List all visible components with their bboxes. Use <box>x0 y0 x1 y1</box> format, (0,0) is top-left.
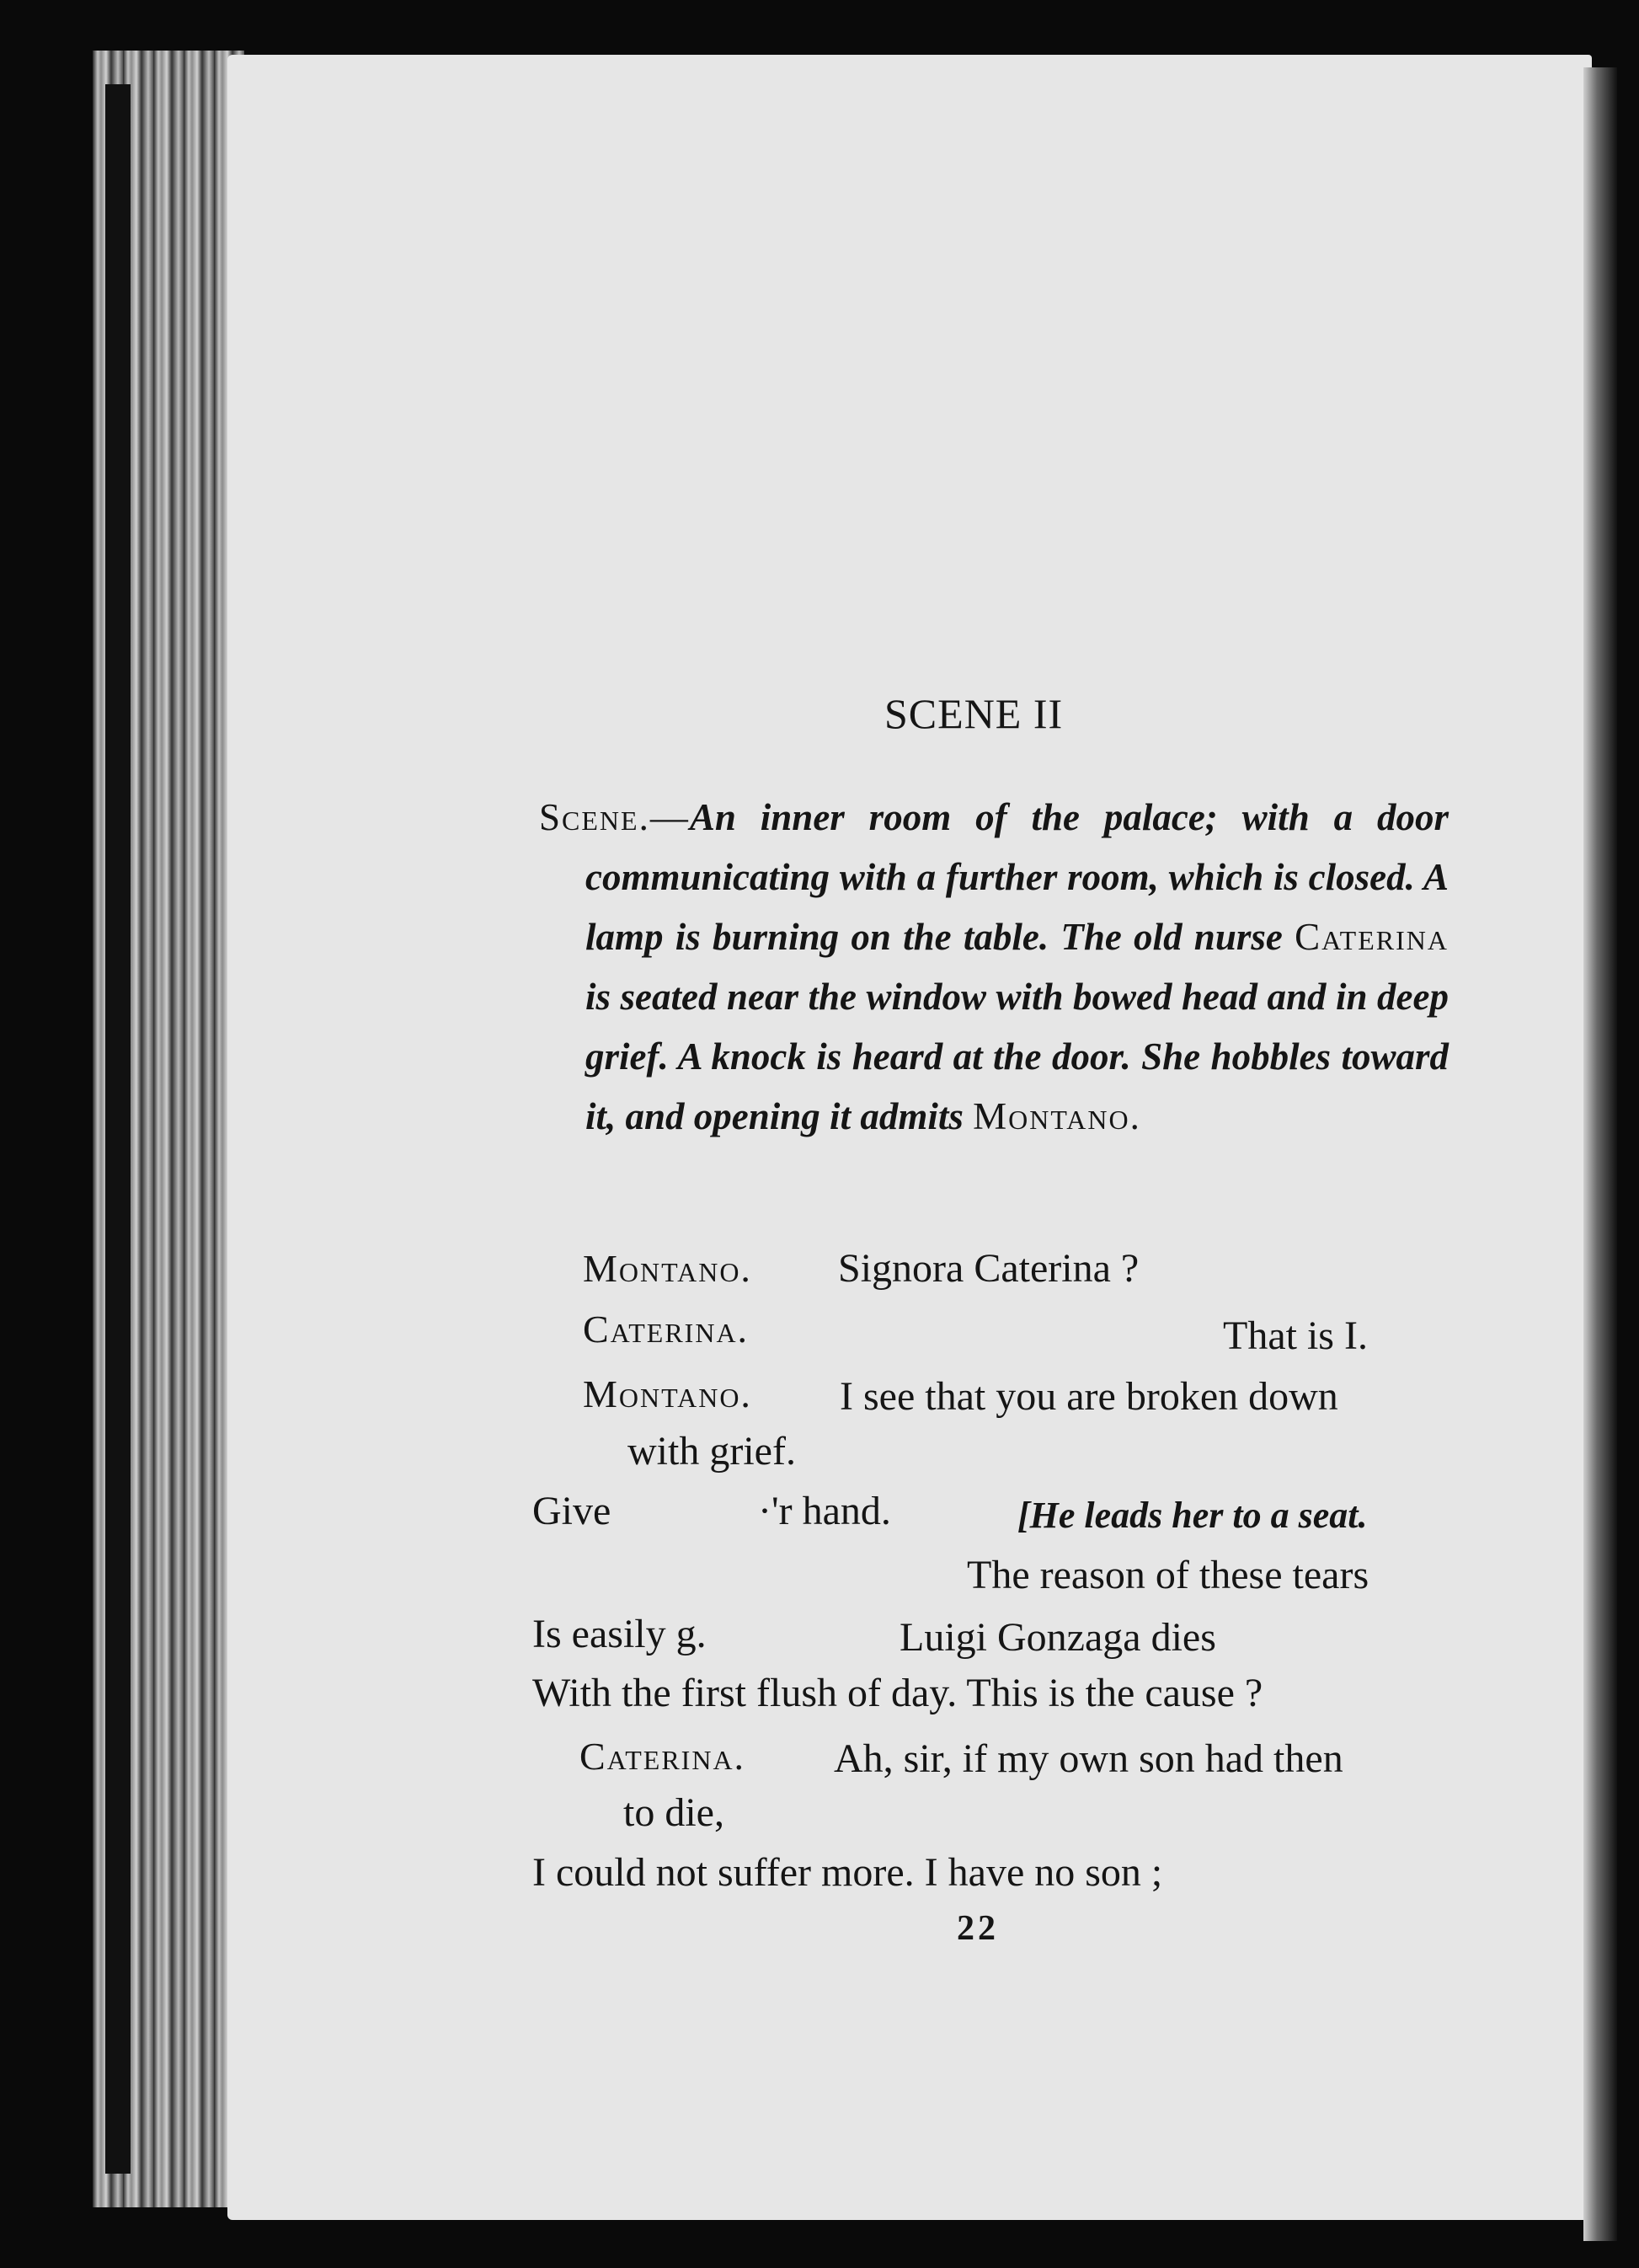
page-number: 22 <box>957 1909 999 1948</box>
dialogue-line <box>758 1488 891 1534</box>
dialogue-text: I could not suffer more. I have no son ; <box>532 1850 1163 1895</box>
speaker-name: Caterina. <box>579 1735 746 1778</box>
dialogue-line <box>840 1373 1338 1420</box>
dialogue-text: Ah, sir, if my own son had then <box>834 1736 1343 1781</box>
dialogue-text: Signora Caterina ? <box>838 1246 1140 1291</box>
dialogue-line <box>532 1488 611 1534</box>
dialogue-line <box>532 1611 707 1657</box>
dialogue-text: That is I. <box>1223 1313 1368 1358</box>
speaker-name: Montano. <box>583 1247 752 1290</box>
dialogue-line <box>623 1789 724 1836</box>
dialogue-text: with grief. <box>627 1429 796 1474</box>
dialogue-text: Give <box>532 1489 611 1533</box>
dialogue-text: The reason of these tears <box>967 1553 1369 1597</box>
speaker-name: Montano. <box>583 1372 752 1415</box>
stage-direction-text-1: An inner room of the palace; with a door communicating with a further room, which is closed. A lamp is burning on the table. The old nurse <box>585 796 1449 958</box>
dialogue-line <box>900 1614 1216 1661</box>
scene-heading: SCENE II <box>884 690 1064 737</box>
dialogue-text: I see that you are broken down <box>840 1374 1338 1419</box>
dialogue-line <box>1223 1313 1368 1359</box>
character-name-montano: Montano. <box>973 1095 1141 1137</box>
dialogue-line <box>583 1371 752 1417</box>
dialogue-line <box>967 1552 1369 1598</box>
dialogue-text: Luigi Gonzaga dies <box>900 1615 1216 1660</box>
dialogue-line <box>532 1849 1162 1896</box>
dialogue-line <box>1017 1491 1368 1538</box>
stage-direction-text-2: is seated near the window with bowed head and in deep grief. A knock is heard at the door. She hobbles toward it, and opening it admits <box>585 976 1449 1137</box>
dialogue-line <box>627 1428 796 1474</box>
character-name-caterina: Caterina <box>1295 916 1449 958</box>
dialogue-line <box>583 1306 749 1352</box>
dialogue-text: to die, <box>623 1790 724 1835</box>
dialogue-text: ·'r hand. <box>758 1489 891 1533</box>
stage-direction-inline: [He leads her to a seat. <box>1017 1495 1368 1536</box>
dialogue-line <box>834 1736 1343 1782</box>
dialogue-line <box>583 1245 752 1292</box>
dialogue-line <box>532 1670 1263 1716</box>
stage-direction-label: Scene.— <box>539 796 690 838</box>
stage-direction <box>539 788 1449 1147</box>
dialogue-text: Is easily g. <box>532 1612 707 1656</box>
dialogue-line <box>579 1733 745 1779</box>
speaker-name: Caterina. <box>583 1308 750 1351</box>
dialogue-text: With the first flush of day. This is the cause ? <box>532 1671 1263 1715</box>
dialogue-line <box>838 1245 1139 1292</box>
